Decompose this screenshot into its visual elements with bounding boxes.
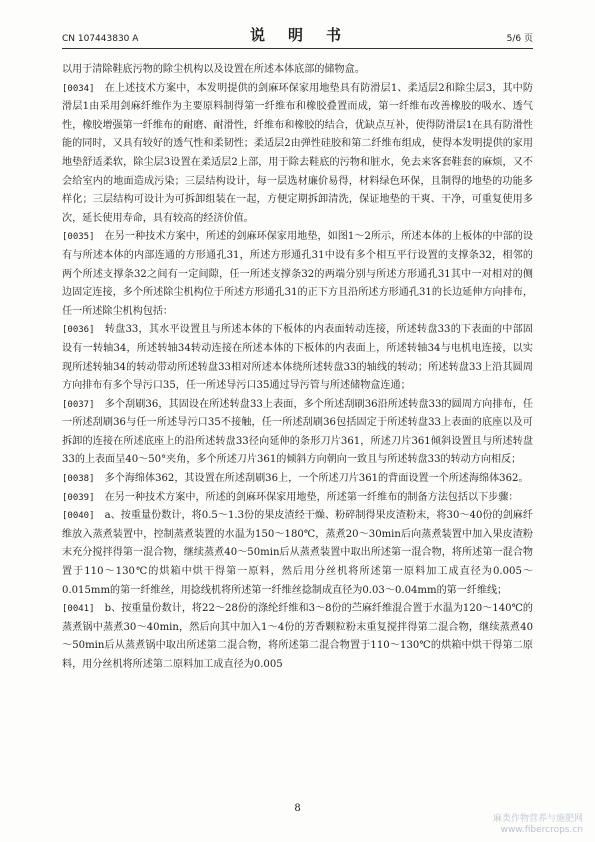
paragraph-text: 转盘33，其水平设置且与所述本体的下板体的内表面转动连接，所述转盘33的下表面的中部固设有一转轴34，所述转轴34转动连接在所述本体的下板体的内表面上，所述转轴34与电机电连接，以实现所述转轴34的转动带动所述转盘33相对所述本体绕所述转盘33的轴线的转动；所述转盘33上沿其圆周方向排布有多个导污口35，任一所述导污口35通过导污管与所述储物盒连通； [62, 324, 533, 392]
paragraph-text: 在上述技术方案中，本发明提供的剑麻环保家用地垫具有防滑层1、柔适层2和除尘层3，其中防滑层1由采用剑麻纤维作为主要原料制得第一纤维布和橡胶叠置而成，第一纤维布改善橡胶的吸水、透气性，橡胶增强第一纤维布的耐磨、耐滑性，纤维布和橡胶的结合，优缺点互补，使得防滑层1在具有防滑性能的同时，又具有较好的透气性和柔韧性；柔适层2由弹性硅胶和第二纤维布组成，使得本发明提供的家用地垫舒适柔软，除尘层3设置在柔适层2上部，用于除去鞋底的污物和脏水，免去来客套鞋套的麻烦，又不会给室内的地面造成污染；三层结构设计，每一层选材廉价易得，材料绿色环保，且制得的地垫的功能多样化；三层结构可设计为可拆卸组装在一起，方便定期拆卸清洗，保证地垫的干爽、干净，可重复使用多次，延长使用寿命，具有较高的经济价值。 [62, 82, 533, 224]
paragraph-number: [0041] [62, 604, 95, 615]
description-body [62, 61, 533, 675]
paragraph-text: 在另一种技术方案中，所述的剑麻环保家用地垫，如图1～2所示，所述本体的上板体的中部的设有与所述本体的内部连通的方形通孔31，所述方形通孔31中设有多个相互平行设置的支撑条32，相邻的两个所述支撑条32之间有一定间隙，任一所述支撑条32的两端分别与所述方形通孔31其中一对相对的侧边固定连接，多个所述除尘机构位于所述方形通孔31的正下方且沿所述方形通孔31的长边延伸方向排布，任一所述除尘机构包括： [62, 231, 533, 317]
paragraph-0036 [62, 321, 533, 395]
paragraph-0041 [62, 600, 533, 674]
paragraph-0035 [62, 228, 533, 321]
page-number: 8 [294, 803, 301, 814]
paragraph-text: a、按重量份数计，将0.5～1.3份的果皮渣经干燥、粉碎制得果皮渣粉末，将30～40份的剑麻纤维放入蒸煮装置中，控制蒸煮装置的水温为150～180℃，蒸煮20～30min后向蒸煮装置中加入果皮渣粉末充分搅拌得第一混合物，继续蒸煮40～50min后从蒸煮装置中取出所述第一混合物，将所述第一混合物置于110～130℃的烘箱中烘干得第一原料，然后用分丝机将所述第一原料加工成直径为0.005～0.015mm的第一纤维丝，用捻线机将所述第一纤维丝捻制成直径为0.03～0.04mm的第一纤维线； [62, 510, 533, 596]
patent-number: CN 107443830 A [62, 34, 139, 44]
page-indicator: 5/6 页 [506, 34, 533, 44]
paragraph-text: 以用于清除鞋底污物的除尘机构以及设置在所述本体底部的储物盒。 [62, 64, 365, 75]
site-watermark [493, 814, 583, 836]
paragraph-number: [0037] [62, 399, 95, 410]
paragraph-0039 [62, 489, 533, 508]
page-header [62, 26, 533, 49]
paragraph-0040 [62, 507, 533, 600]
watermark-site-name: 麻类作物营养与施肥网 [492, 814, 583, 824]
paragraph-0038 [62, 470, 533, 489]
paragraph-number: [0039] [62, 492, 95, 503]
paragraph-text: b、按重量份数计，将22～28份的涤纶纤维和3～8份的苎麻纤维混合置于水温为120～140℃的蒸煮锅中蒸煮30～40min，然后向其中加入1～4份的芳香颗粒粉末重复搅拌得第二混合物，继续蒸煮40～50min后从蒸煮锅中取出所述第二混合物，将所述第二混合物置于110～130℃的烘箱中烘干得第二原料，用分丝机将所述第二原料加工成直径为0.005 [62, 603, 533, 670]
paragraph-number: [0040] [62, 511, 95, 522]
paragraph-text: 多个刮刷36，其固设在所述转盘33上表面，多个所述刮刷36沿所述转盘33的圆周方向排布，任一所述刮刷36与任一所述导污口35不接触，任一所述刮刷36包括固定于所述转盘33上表面的底座以及可拆卸的连接在所述底座上的沿所述转盘33径向延伸的条形刀片361，所述刀片361倾斜设置且与所述转盘33的上表面呈40～50°夹角，多个所述刀片361的倾斜方向朝向一致且与所述转盘33的转动方向相反； [62, 398, 533, 466]
paragraph-number: [0034] [62, 83, 95, 94]
paragraph-number: [0035] [62, 232, 95, 243]
paragraph-text: 多个海绵体362，其设置在所述刮刷36上，一个所述刀片361的背面设置一个所述海绵体362。 [104, 473, 529, 485]
paragraph-continuation [62, 61, 533, 80]
paragraph-number: [0038] [62, 474, 95, 485]
paragraph-text: 在另一种技术方案中，所述的剑麻环保家用地垫，所述第一纤维布的制备方法包括以下步骤： [104, 491, 519, 503]
paragraph-0037 [62, 396, 533, 470]
paragraph-0034 [62, 80, 533, 229]
watermark-url: www.fibercrops.cn [500, 825, 583, 835]
paragraph-number: [0036] [62, 325, 95, 336]
document-title: 说 明 书 [249, 26, 345, 44]
